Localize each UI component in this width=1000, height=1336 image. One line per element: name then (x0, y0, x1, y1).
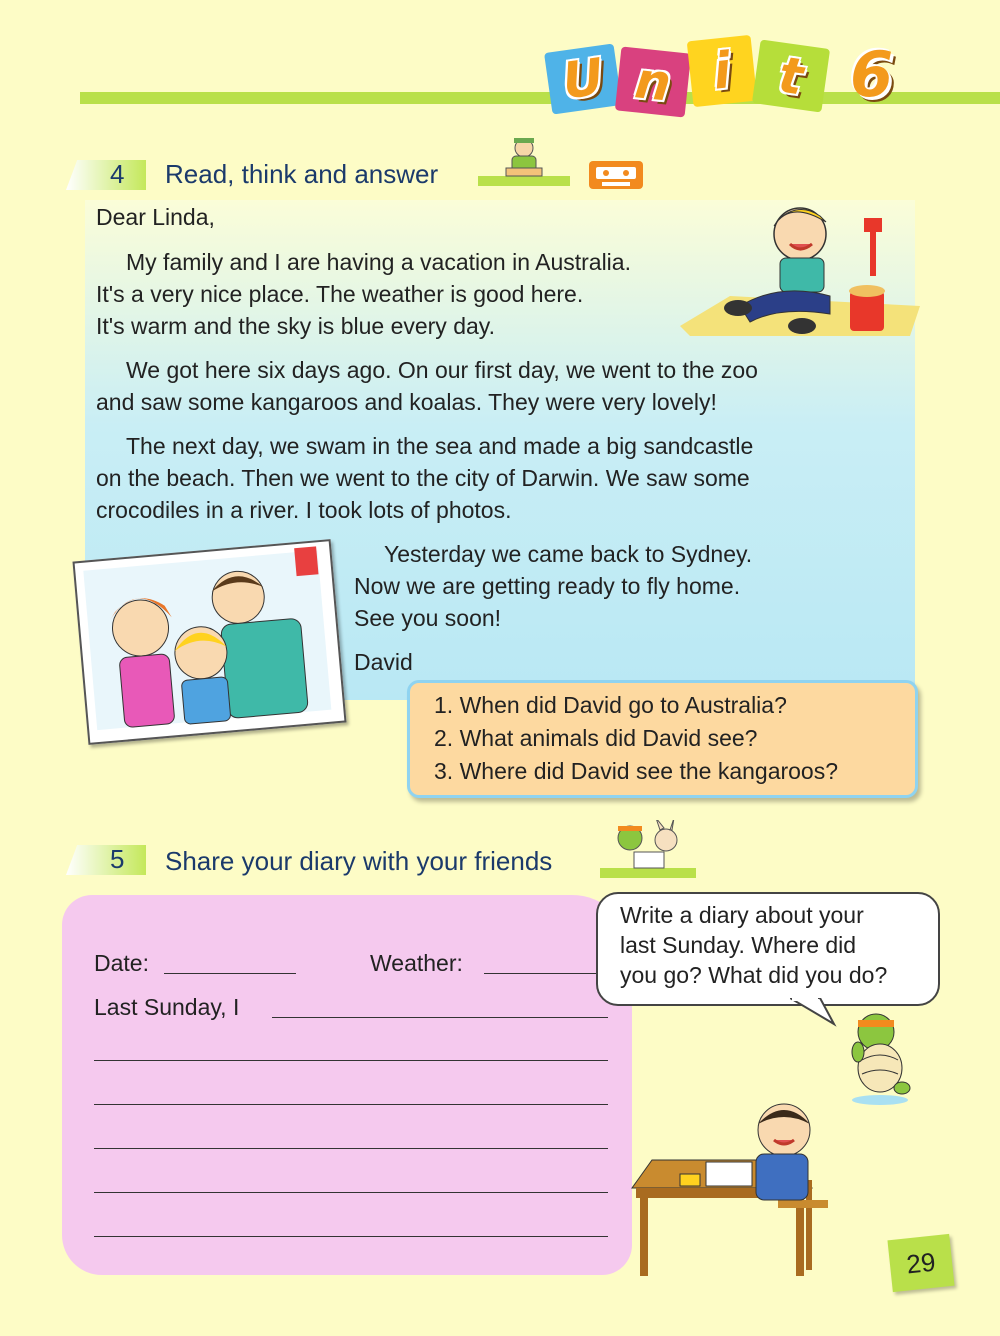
boy-at-desk-illustration (628, 1100, 838, 1280)
letter-p2-line2: and saw some kangaroos and koalas. They were very lovely! (96, 389, 717, 415)
section-4-tab (66, 160, 146, 190)
cassette-tape-icon[interactable] (588, 160, 644, 190)
letter-signature: David (354, 649, 413, 675)
speech-bubble-tail (790, 998, 840, 1028)
letter-greeting: Dear Linda, (96, 204, 215, 230)
section-5-number: 5 (110, 844, 125, 874)
letter-p1-line1: My family and I are having a vacation in Australia. (126, 249, 631, 275)
weather-blank[interactable] (484, 973, 596, 974)
family-photo (72, 539, 346, 745)
questions-box (407, 680, 918, 798)
question-2: 2. What animals did David see? (434, 725, 758, 751)
friends-reading-icon (600, 820, 696, 880)
last-sunday-blank[interactable] (272, 1017, 608, 1018)
letter-p3-line1: The next day, we swam in the sea and made a big sandcastle (126, 433, 754, 459)
section-4-number: 4 (110, 159, 125, 189)
unit-letter-n: n (615, 47, 691, 118)
section-5-tab (66, 845, 146, 875)
letter-p4-line1: Yesterday we came back to Sydney. (384, 541, 753, 567)
weather-label: Weather: (370, 950, 463, 976)
question-1: 1. When did David go to Australia? (434, 692, 787, 718)
diary-line-1[interactable] (94, 1060, 608, 1061)
letter-p4-line2: Now we are getting ready to fly home. (354, 573, 741, 599)
section-4-title: Read, think and answer (165, 159, 439, 189)
diary-line-4[interactable] (94, 1192, 608, 1193)
page-number: 29 (887, 1234, 954, 1292)
turtle-character (840, 1010, 920, 1106)
section-5-title: Share your diary with your friends (165, 846, 553, 876)
unit-number: 6 (850, 38, 894, 111)
boy-on-beach-illustration (680, 196, 920, 341)
date-label: Date: (94, 950, 149, 976)
diary-line-3[interactable] (94, 1148, 608, 1149)
unit-letter-t: t (752, 39, 830, 112)
question-3: 3. Where did David see the kangaroos? (434, 758, 839, 784)
date-blank[interactable] (164, 973, 296, 974)
speech-line-2: last Sunday. Where did (620, 932, 857, 958)
letter-p3-line2: on the beach. Then we went to the city of Darwin. We saw some (96, 465, 750, 491)
letter-p1-line3: It's warm and the sky is blue every day. (96, 313, 495, 339)
unit-letter-i: i (687, 35, 758, 107)
speech-line-3: you go? What did you do? (620, 962, 888, 988)
reading-kid-icon (478, 136, 570, 190)
diary-line-2[interactable] (94, 1104, 608, 1105)
letter-p2-line1: We got here six days ago. On our first day, we went to the zoo (126, 357, 758, 383)
last-sunday-label: Last Sunday, I (94, 994, 240, 1020)
letter-p1-line2: It's a very nice place. The weather is good here. (96, 281, 584, 307)
letter-p4-line3: See you soon! (354, 605, 502, 631)
diary-line-5[interactable] (94, 1236, 608, 1237)
letter-p3-line3: crocodiles in a river. I took lots of photos. (96, 497, 512, 523)
speech-bubble (596, 892, 940, 1006)
unit-letter-u: U (544, 43, 622, 114)
speech-line-1: Write a diary about your (620, 902, 864, 928)
